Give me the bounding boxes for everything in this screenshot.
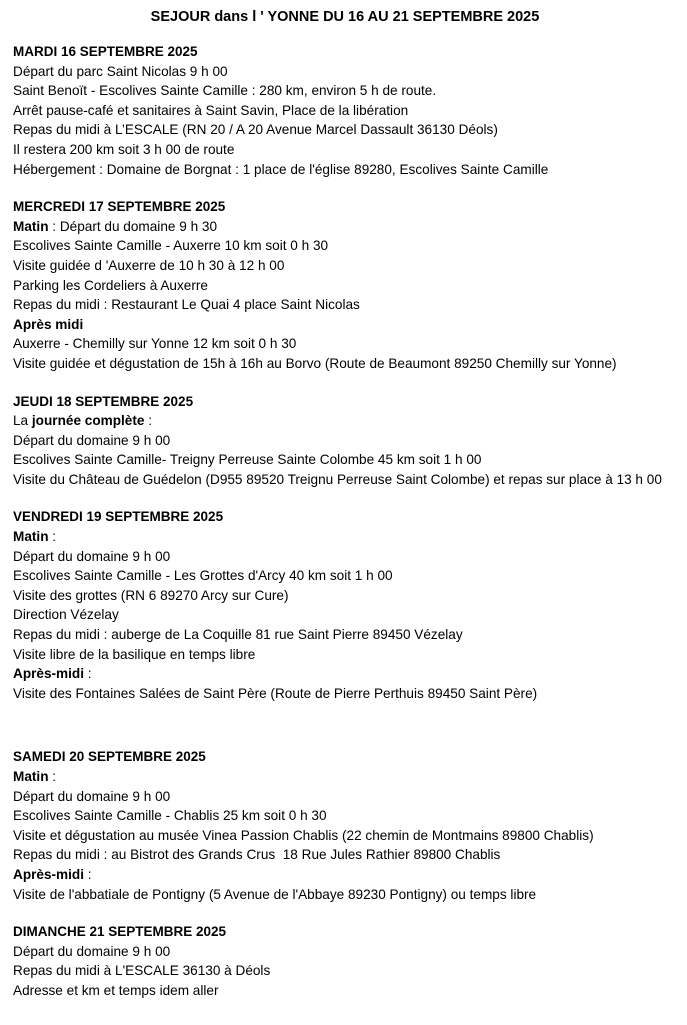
day-wednesday xyxy=(13,197,677,373)
itinerary-line: Visite des grottes (RN 6 89270 Arcy sur Cure) xyxy=(13,587,289,603)
itinerary-line: Repas du midi à L’ESCALE (RN 20 / A 20 Avenue Marcel Dassault 36130 Déols) xyxy=(13,122,498,138)
itinerary-line: Auxerre - Chemilly sur Yonne 12 km soit 0 h 30 xyxy=(13,336,297,352)
itinerary-line: Escolives Sainte Camille- Treigny Perreuse Sainte Colombe 45 km soit 1 h 00 xyxy=(13,452,482,468)
itinerary-line: Repas du midi : au Bistrot des Grands Crus 18 Rue Jules Rathier 89800 Chablis xyxy=(13,847,501,863)
day-title: VENDREDI 19 SEPTEMBRE 2025 xyxy=(13,509,224,525)
afternoon-suffix: : xyxy=(84,666,92,682)
afternoon-line xyxy=(13,865,677,885)
afternoon-label: Après-midi xyxy=(13,666,85,682)
itinerary-line: Départ du domaine 9 h 00 xyxy=(13,943,171,959)
itinerary-line: Visite libre de la basilique en temps libre xyxy=(13,646,256,662)
afternoon-suffix: : xyxy=(84,866,92,882)
morning-suffix: : xyxy=(48,529,57,545)
morning-label: Matin xyxy=(13,218,49,234)
itinerary-line: Hébergement : Domaine de Borgnat : 1 place de l'église 89280, Escolives Sainte Camille xyxy=(13,161,549,177)
day-title: MARDI 16 SEPTEMBRE 2025 xyxy=(13,44,198,59)
day-saturday xyxy=(13,747,677,904)
itinerary-line: Visite de l'abbatiale de Pontigny (5 Avenue de l'Abbaye 89230 Pontigny) ou temps libre xyxy=(13,886,537,902)
itinerary-line: Parking les Cordeliers à Auxerre xyxy=(13,277,208,293)
itinerary-line: Saint Benoït - Escolives Sainte Camille : 280 km, environ 5 h de route. xyxy=(13,83,437,99)
morning-line xyxy=(13,767,677,787)
day-title: DIMANCHE 21 SEPTEMBRE 2025 xyxy=(13,924,227,940)
itinerary-line: Repas du midi : Restaurant Le Quai 4 place Saint Nicolas xyxy=(13,297,360,313)
itinerary-line: Repas du midi : auberge de La Coquille 81 rue Saint Pierre 89450 Vézelay xyxy=(13,627,463,643)
afternoon-line xyxy=(13,664,677,684)
itinerary-line: Repas du midi à L'ESCALE 36130 à Déols xyxy=(13,963,271,979)
itinerary-line: Arrêt pause-café et sanitaires à Saint Savin, Place de la libération xyxy=(13,102,409,118)
itinerary-line: Adresse et km et temps idem aller xyxy=(13,982,219,998)
day-title: JEUDI 18 SEPTEMBRE 2025 xyxy=(13,393,194,409)
day-sunday xyxy=(13,922,677,1000)
itinerary-line: Départ du domaine 9 h 00 xyxy=(13,788,171,804)
morning-label: Matin xyxy=(13,769,49,784)
itinerary-line: Escolives Sainte Camille - Chablis 25 km soit 0 h 30 xyxy=(13,808,327,824)
morning-label: Matin xyxy=(13,529,49,545)
full-day-label: journée complète xyxy=(31,413,145,429)
day-thursday xyxy=(13,392,677,490)
itinerary-line: Visite du Château de Guédelon (D955 89520 Treignu Perreuse Saint Colombe) et repas sur place à 13 h 00 xyxy=(13,471,662,487)
afternoon-label: Après midi xyxy=(13,316,84,332)
morning-text: : Départ du domaine 9 h 30 xyxy=(48,218,218,234)
itinerary-line: Il restera 200 km soit 3 h 00 de route xyxy=(13,141,235,157)
itinerary-line: Visite et dégustation au musée Vinea Passion Chablis (22 chemin de Montmains 89800 Chablis) xyxy=(13,827,594,843)
morning-suffix: : xyxy=(48,769,57,784)
morning-line xyxy=(13,217,677,237)
morning-line xyxy=(13,527,677,547)
itinerary-line: Visite des Fontaines Salées de Saint Père (Route de Pierre Perthuis 89450 Saint Père) xyxy=(13,685,538,701)
itinerary-line: Départ du domaine 9 h 00 xyxy=(13,432,171,448)
afternoon-label: Après-midi xyxy=(13,866,85,882)
full-day-line xyxy=(13,411,677,431)
full-day-suffix: : xyxy=(144,413,153,429)
full-day-prefix: La xyxy=(13,413,32,429)
day-title: SAMEDI 20 SEPTEMBRE 2025 xyxy=(13,749,206,765)
itinerary-line: Départ du parc Saint Nicolas 9 h 00 xyxy=(13,63,228,79)
document-title: SEJOUR dans l ' YONNE DU 16 AU 21 SEPTEMBRE 2025 xyxy=(150,9,540,25)
itinerary-line: Visite guidée d 'Auxerre de 10 h 30 à 12 h 00 xyxy=(13,257,285,273)
itinerary-line: Escolives Sainte Camille - Auxerre 10 km soit 0 h 30 xyxy=(13,238,329,254)
day-title: MERCREDI 17 SEPTEMBRE 2025 xyxy=(13,199,226,215)
itinerary-line: Direction Vézelay xyxy=(13,607,119,623)
itinerary-line: Escolives Sainte Camille - Les Grottes d'Arcy 40 km soit 1 h 00 xyxy=(13,568,393,584)
itinerary-line: Départ du domaine 9 h 00 xyxy=(13,548,171,564)
day-friday xyxy=(13,507,677,703)
day-tuesday xyxy=(13,42,677,179)
itinerary-line: Visite guidée et dégustation de 15h à 16h au Borvo (Route de Beaumont 89250 Chemilly sur Yonne) xyxy=(13,355,617,371)
